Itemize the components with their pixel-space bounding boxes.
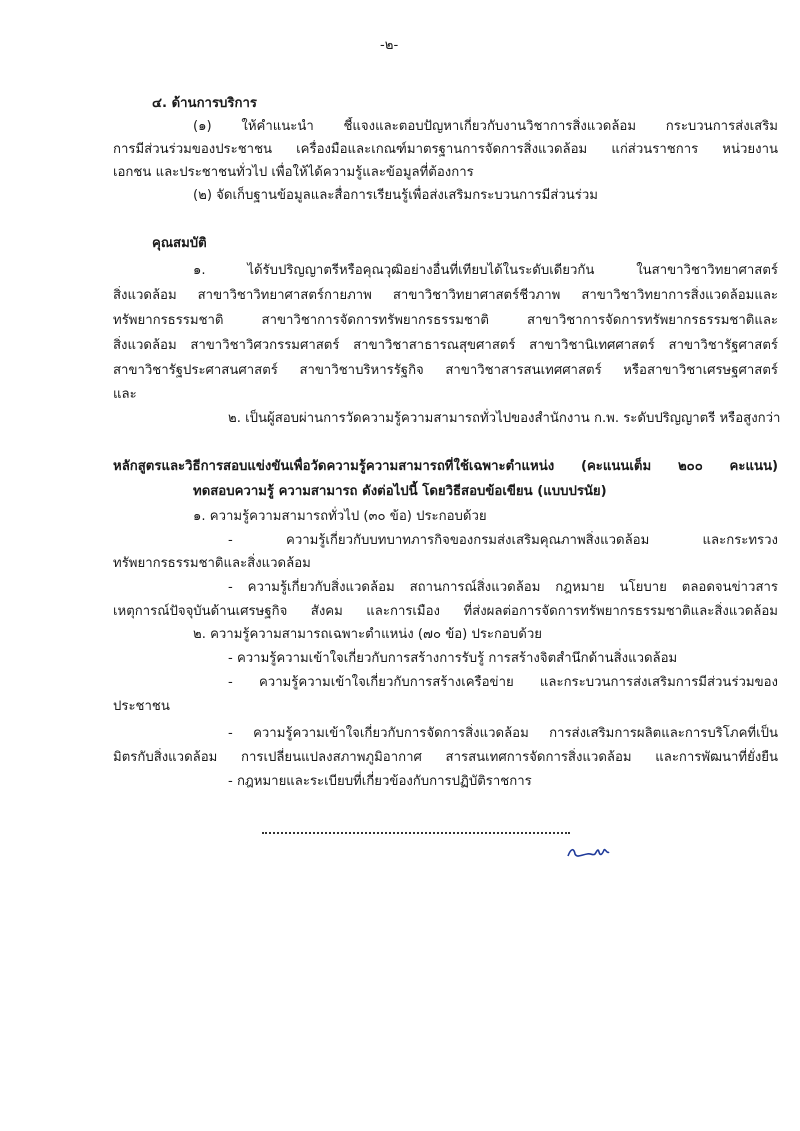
exam-subheading: ทดสอบความรู้ ความสามารถ ดังต่อไปนี้ โดยวิธีสอบข้อเขียน (แบบปรนัย)	[193, 484, 607, 499]
paragraph-line: (๑) ให้คำแนะนำ ชี้แจงและตอบปัญหาเกี่ยวกับงานวิชาการสิ่งแวดล้อม กระบวนการส่งเสริม	[193, 119, 778, 134]
signature-initials	[565, 842, 615, 862]
paragraph-line: - ความรู้เกี่ยวกับสิ่งแวดล้อม สถานการณ์สิ่งแวดล้อม กฎหมาย นโยบาย ตลอดจนข่าวสาร	[228, 580, 778, 595]
paragraph-line: และ	[113, 387, 137, 402]
paragraph-line: - ความรู้ความเข้าใจเกี่ยวกับการสร้างการรับรู้ การสร้างจิตสำนึกด้านสิ่งแวดล้อม	[228, 651, 678, 666]
paragraph-line: เหตุการณ์ปัจจุบันด้านเศรษฐกิจ สังคม และการเมือง ที่ส่งผลต่อการจัดการทรัพยากรธรรมชาติและสิ่งแวดล้อม	[113, 604, 778, 619]
section-heading-qualifications: คุณสมบัติ	[152, 236, 207, 251]
paragraph-line: มิตรกับสิ่งแวดล้อม การเปลี่ยนแปลงสภาพภูมิอากาศ สารสนเทศการจัดการสิ่งแวดล้อม และการพัฒนาที่ยั่งยืน	[113, 750, 778, 765]
paragraph-line: ๒. เป็นผู้สอบผ่านการวัดความรู้ความสามารถทั่วไปของสำนักงาน ก.พ. ระดับปริญญาตรี หรือสูงกว่า	[228, 411, 781, 426]
paragraph-line: (๒) จัดเก็บฐานข้อมูลและสื่อการเรียนรู้เพื่อส่งเสริมกระบวนการมีส่วนร่วม	[193, 188, 598, 203]
paragraph-line: สิ่งแวดล้อม สาขาวิชาวิทยาศาสตร์กายภาพ สาขาวิชาวิทยาศาสตร์ชีวภาพ สาขาวิชาวิทยาการสิ่งแวดล้อมและ	[113, 288, 778, 303]
paragraph-line: - ความรู้ความเข้าใจเกี่ยวกับการจัดการสิ่งแวดล้อม การส่งเสริมการผลิตและการบริโภคที่เป็น	[228, 726, 778, 741]
paragraph-line: สาขาวิชารัฐประศาสนศาสตร์ สาขาวิชาบริหารรัฐกิจ สาขาวิชาสารสนเทศศาสตร์ หรือสาขาวิชาเศรษฐศาสตร์	[113, 363, 778, 378]
paragraph-line: ๒. ความรู้ความสามารถเฉพาะตำแหน่ง (๗๐ ข้อ) ประกอบด้วย	[193, 627, 542, 642]
paragraph-line: ๑. ความรู้ความสามารถทั่วไป (๓๐ ข้อ) ประกอบด้วย	[193, 509, 487, 524]
end-dotted-line	[262, 832, 570, 834]
section-heading-exam: หลักสูตรและวิธีการสอบแข่งขันเพื่อวัดความรู้ความสามารถที่ใช้เฉพาะตำแหน่ง (คะแนนเต็ม ๒๐๐ คะแนน)	[113, 459, 778, 474]
page-number: -๒-	[380, 38, 399, 53]
paragraph-line: ทรัพยากรธรรมชาติและสิ่งแวดล้อม	[113, 556, 311, 571]
paragraph-line: เอกชน และประชาชนทั่วไป เพื่อให้ได้ความรู้และข้อมูลที่ต้องการ	[113, 165, 474, 180]
paragraph-line: ประชาชน	[113, 699, 170, 714]
paragraph-line: ทรัพยากรธรรมชาติ สาขาวิชาการจัดการทรัพยากรธรรมชาติ สาขาวิชาการจัดการทรัพยากรธรรมชาติและ	[113, 313, 778, 328]
paragraph-line: สิ่งแวดล้อม สาขาวิชาวิศวกรรมศาสตร์ สาขาวิชาสาธารณสุขศาสตร์ สาขาวิชานิเทศศาสตร์ สาขาวิชารัฐศาสตร์	[113, 338, 778, 353]
paragraph-line: - กฎหมายและระเบียบที่เกี่ยวข้องกับการปฏิบัติราชการ	[228, 774, 532, 789]
section-heading-service: ๔. ด้านการบริการ	[152, 96, 257, 111]
paragraph-line: - ความรู้ความเข้าใจเกี่ยวกับการสร้างเครือข่าย และกระบวนการส่งเสริมการมีส่วนร่วมของ	[228, 675, 778, 690]
paragraph-line: ๑. ได้รับปริญญาตรีหรือคุณวุฒิอย่างอื่นที่เทียบได้ในระดับเดียวกัน ในสาขาวิชาวิทยาศาสตร์	[193, 263, 778, 278]
paragraph-line: - ความรู้เกี่ยวกับบทบาทภารกิจของกรมส่งเสริมคุณภาพสิ่งแวดล้อม และกระทรวง	[228, 533, 778, 548]
paragraph-line: การมีส่วนร่วมของประชาชน เครื่องมือและเกณฑ์มาตรฐานการจัดการสิ่งแวดล้อม แก่ส่วนราชการ หน่วยงาน	[113, 142, 778, 157]
